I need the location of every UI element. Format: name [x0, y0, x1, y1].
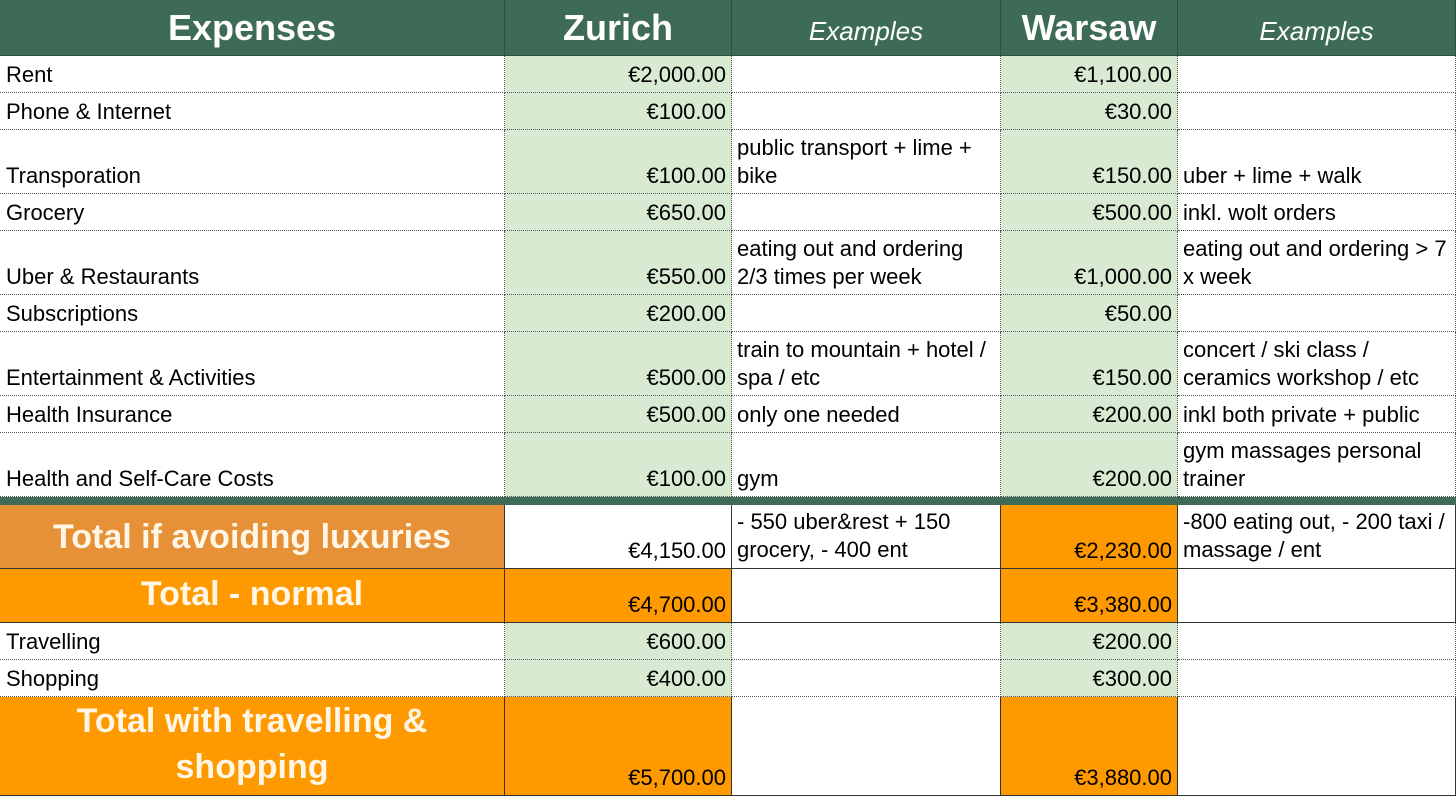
total-avoiding-warsaw[interactable]: €2,230.00: [1001, 505, 1178, 569]
total-with-travel-label[interactable]: Total with travelling & shopping: [0, 697, 505, 796]
zurich-value-entertainment[interactable]: €500.00: [505, 332, 732, 396]
warsaw-value-entertainment[interactable]: €150.00: [1001, 332, 1178, 396]
section-divider: [0, 497, 1456, 505]
warsaw-example-health-insurance[interactable]: inkl both private + public: [1178, 396, 1456, 433]
total-normal-zurich-example[interactable]: [732, 569, 1001, 623]
row-label-transportation[interactable]: Transporation: [0, 130, 505, 194]
zurich-example-entertainment[interactable]: train to mountain + hotel / spa / etc: [732, 332, 1001, 396]
row-label-grocery[interactable]: Grocery: [0, 194, 505, 231]
warsaw-value-shopping[interactable]: €300.00: [1001, 660, 1178, 697]
header-warsaw[interactable]: Warsaw: [1001, 0, 1178, 56]
warsaw-value-rent[interactable]: €1,100.00: [1001, 56, 1178, 93]
zurich-example-rent[interactable]: [732, 56, 1001, 93]
warsaw-example-entertainment[interactable]: concert / ski class / ceramics workshop / etc: [1178, 332, 1456, 396]
zurich-example-travelling[interactable]: [732, 623, 1001, 660]
row-label-entertainment[interactable]: Entertainment & Activities: [0, 332, 505, 396]
warsaw-value-uber-restaurants[interactable]: €1,000.00: [1001, 231, 1178, 295]
total-avoiding-zurich-example[interactable]: - 550 uber&rest + 150 grocery, - 400 ent: [732, 505, 1001, 569]
warsaw-example-grocery[interactable]: inkl. wolt orders: [1178, 194, 1456, 231]
row-label-subscriptions[interactable]: Subscriptions: [0, 295, 505, 332]
warsaw-example-self-care[interactable]: gym massages personal trainer: [1178, 433, 1456, 497]
zurich-value-uber-restaurants[interactable]: €550.00: [505, 231, 732, 295]
total-with-travel-zurich-example[interactable]: [732, 697, 1001, 796]
total-normal-label[interactable]: Total - normal: [0, 569, 505, 623]
total-avoiding-label[interactable]: Total if avoiding luxuries: [0, 505, 505, 569]
zurich-example-subscriptions[interactable]: [732, 295, 1001, 332]
warsaw-value-phone-internet[interactable]: €30.00: [1001, 93, 1178, 130]
zurich-value-travelling[interactable]: €600.00: [505, 623, 732, 660]
zurich-value-health-insurance[interactable]: €500.00: [505, 396, 732, 433]
zurich-example-self-care[interactable]: gym: [732, 433, 1001, 497]
row-label-self-care[interactable]: Health and Self-Care Costs: [0, 433, 505, 497]
zurich-value-transportation[interactable]: €100.00: [505, 130, 732, 194]
zurich-example-uber-restaurants[interactable]: eating out and ordering 2/3 times per week: [732, 231, 1001, 295]
row-label-phone-internet[interactable]: Phone & Internet: [0, 93, 505, 130]
row-label-shopping[interactable]: Shopping: [0, 660, 505, 697]
warsaw-example-rent[interactable]: [1178, 56, 1456, 93]
row-label-travelling[interactable]: Travelling: [0, 623, 505, 660]
warsaw-value-health-insurance[interactable]: €200.00: [1001, 396, 1178, 433]
zurich-value-self-care[interactable]: €100.00: [505, 433, 732, 497]
warsaw-example-uber-restaurants[interactable]: eating out and ordering > 7 x week: [1178, 231, 1456, 295]
warsaw-example-shopping[interactable]: [1178, 660, 1456, 697]
zurich-value-rent[interactable]: €2,000.00: [505, 56, 732, 93]
zurich-value-shopping[interactable]: €400.00: [505, 660, 732, 697]
total-normal-warsaw[interactable]: €3,380.00: [1001, 569, 1178, 623]
warsaw-value-self-care[interactable]: €200.00: [1001, 433, 1178, 497]
header-examples-warsaw[interactable]: Examples: [1178, 0, 1456, 56]
header-zurich[interactable]: Zurich: [505, 0, 732, 56]
warsaw-example-travelling[interactable]: [1178, 623, 1456, 660]
total-with-travel-warsaw[interactable]: €3,880.00: [1001, 697, 1178, 796]
zurich-value-grocery[interactable]: €650.00: [505, 194, 732, 231]
warsaw-value-subscriptions[interactable]: €50.00: [1001, 295, 1178, 332]
warsaw-value-travelling[interactable]: €200.00: [1001, 623, 1178, 660]
zurich-example-shopping[interactable]: [732, 660, 1001, 697]
warsaw-value-grocery[interactable]: €500.00: [1001, 194, 1178, 231]
total-avoiding-warsaw-example[interactable]: -800 eating out, - 200 taxi / massage / ent: [1178, 505, 1456, 569]
total-normal-zurich[interactable]: €4,700.00: [505, 569, 732, 623]
header-examples-zurich[interactable]: Examples: [732, 0, 1001, 56]
warsaw-example-subscriptions[interactable]: [1178, 295, 1456, 332]
zurich-example-transportation[interactable]: public transport + lime + bike: [732, 130, 1001, 194]
total-with-travel-warsaw-example[interactable]: [1178, 697, 1456, 796]
warsaw-example-phone-internet[interactable]: [1178, 93, 1456, 130]
zurich-example-phone-internet[interactable]: [732, 93, 1001, 130]
row-label-health-insurance[interactable]: Health Insurance: [0, 396, 505, 433]
total-avoiding-zurich[interactable]: €4,150.00: [505, 505, 732, 569]
total-normal-warsaw-example[interactable]: [1178, 569, 1456, 623]
row-label-uber-restaurants[interactable]: Uber & Restaurants: [0, 231, 505, 295]
zurich-example-grocery[interactable]: [732, 194, 1001, 231]
zurich-value-phone-internet[interactable]: €100.00: [505, 93, 732, 130]
row-label-rent[interactable]: Rent: [0, 56, 505, 93]
warsaw-value-transportation[interactable]: €150.00: [1001, 130, 1178, 194]
warsaw-example-transportation[interactable]: uber + lime + walk: [1178, 130, 1456, 194]
zurich-example-health-insurance[interactable]: only one needed: [732, 396, 1001, 433]
zurich-value-subscriptions[interactable]: €200.00: [505, 295, 732, 332]
total-with-travel-zurich[interactable]: €5,700.00: [505, 697, 732, 796]
header-expenses[interactable]: Expenses: [0, 0, 505, 56]
